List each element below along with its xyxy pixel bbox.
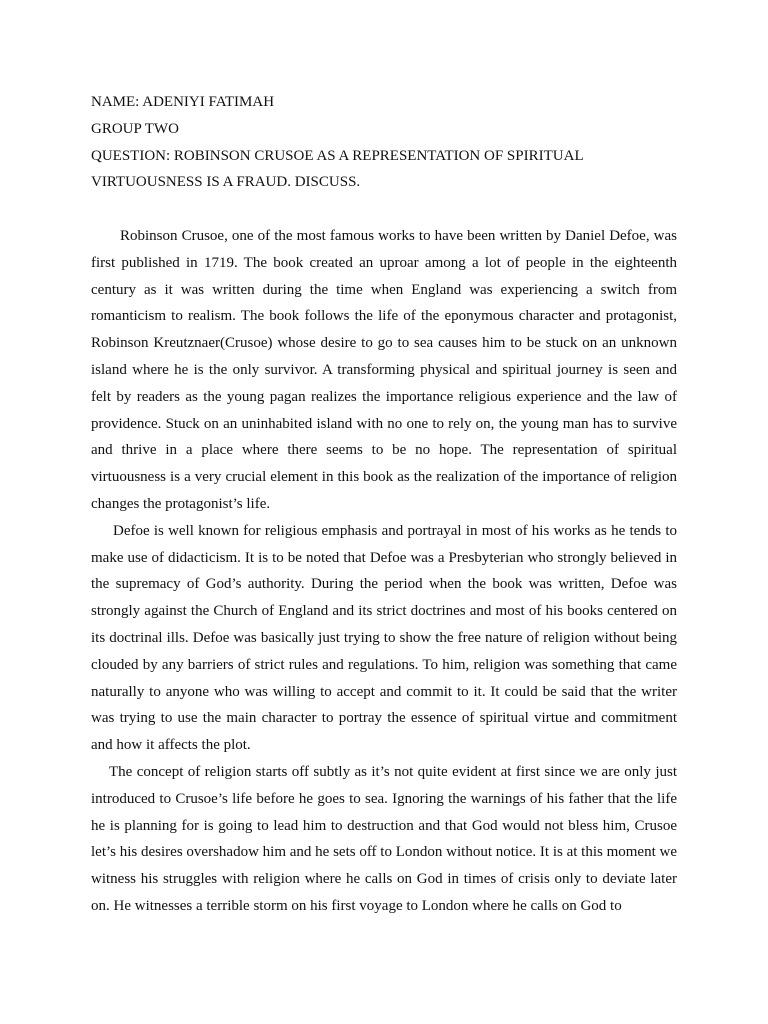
question-line-2: VIRTUOUSNESS IS A FRAUD. DISCUSS. <box>91 174 361 191</box>
essay-paragraph-3: The concept of religion starts off subtly as it’s not quite evident at first since we are only just introduced to Crusoe’s life before he goes to sea. Ignoring the warnings of his father that the life he is planning for is going to lead him to destruction and that God would not bless him, Crusoe let’s his desires overshadow him and he sets off to London without notice. It is at this moment we witness his struggles with religion where he calls on God in times of crisis only to deviate later on. He witnesses a terrible storm on his first voyage to London where he calls on God to <box>91 763 677 914</box>
question-line-1: QUESTION: ROBINSON CRUSOE AS A REPRESENTATION OF SPIRITUAL <box>91 147 584 164</box>
document-content <box>91 89 677 920</box>
essay-paragraph-2: Defoe is well known for religious emphasis and portrayal in most of his works as he tends to make use of didacticism. It is to be noted that Defoe was a Presbyterian who strongly believed in the supremacy of God’s authority. During the period when the book was written, Defoe was strongly against the Church of England and its strict doctrines and most of his books centered on its doctrinal ills. Defoe was basically just trying to show the free nature of religion without being clouded by any barriers of strict rules and regulations. To him, religion was something that came naturally to anyone who was willing to accept and commit to it. It could be said that the writer was trying to use the main character to portray the essence of spiritual virtue and commitment and how it affects the plot. <box>91 522 677 754</box>
header-spacer <box>91 196 677 223</box>
essay-paragraph-1: Robinson Crusoe, one of the most famous works to have been written by Daniel Defoe, was first published in 1719. The book created an uproar among a lot of people in the eighteenth century as it was written during the time when England was experiencing a switch from romanticism to realism. The book follows the life of the eponymous character and protagonist, Robinson Kreutznaer(Crusoe) whose desire to go to sea causes him to be stuck on an unknown island where he is the only survivor. A transforming physical and spiritual journey is seen and felt by readers as the young pagan realizes the importance religious experience and the law of providence. Stuck on an uninhabited island with no one to rely on, the young man has to survive and thrive in a place where there seems to be no hope. The representation of spiritual virtuousness is a very crucial element in this book as the realization of the importance of religion changes the protagonist’s life. <box>91 227 677 512</box>
student-name: NAME: ADENIYI FATIMAH <box>91 94 275 110</box>
group-label: GROUP TWO <box>91 120 179 137</box>
